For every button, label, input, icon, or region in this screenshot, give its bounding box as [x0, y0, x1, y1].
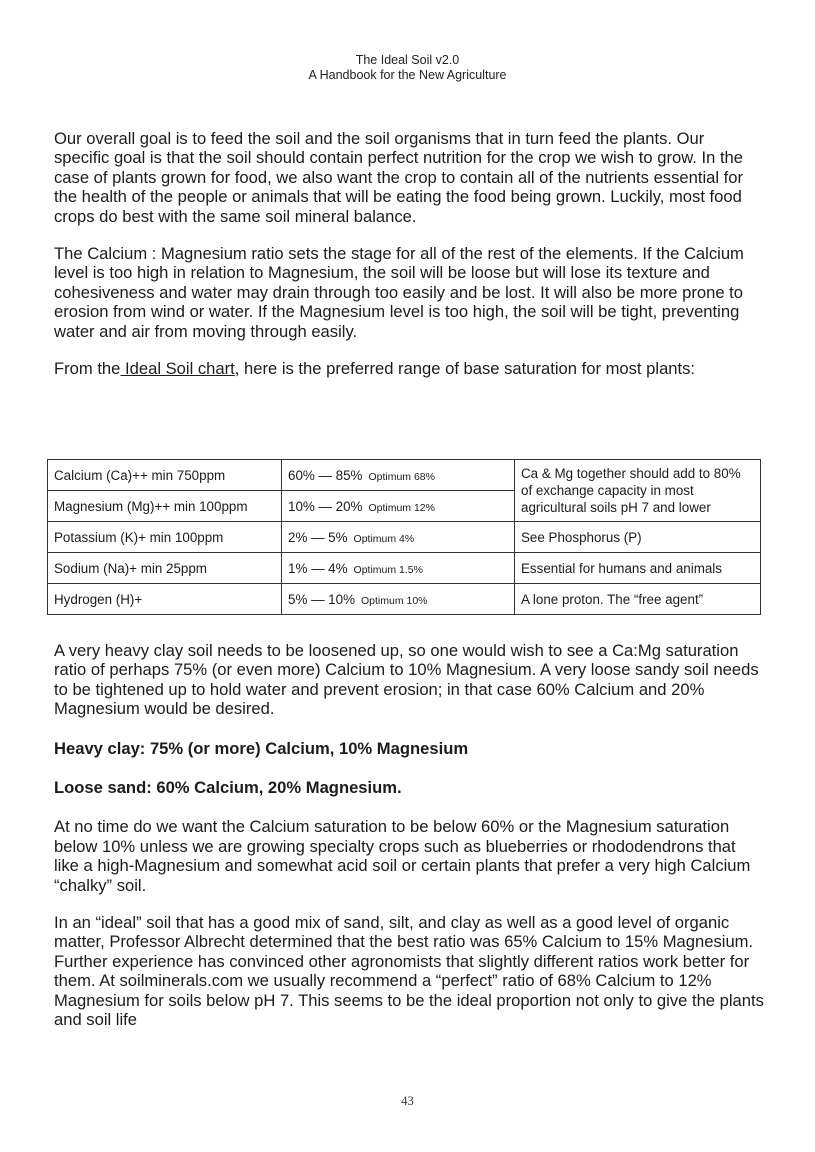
book-subtitle: A Handbook for the New Agriculture: [308, 68, 507, 82]
camg-note-cell: Ca & Mg together should add to 80% of exchange capacity in most agricultural soils pH 7 and lower: [515, 460, 761, 522]
note-cell: A lone proton. The “free agent”: [515, 584, 761, 615]
ideal-soil-chart-link[interactable]: Ideal Soil chart: [120, 359, 235, 379]
element-cell: Potassium (K)+ min 100ppm: [48, 522, 282, 553]
table-row: [48, 522, 761, 553]
paragraph-chart-intro: [54, 359, 764, 378]
range-value: 2% — 5%: [288, 529, 348, 545]
optimum-value: Optimum 68%: [368, 470, 435, 483]
range-cell: [282, 460, 515, 491]
book-title: The Ideal Soil v2.0: [355, 53, 460, 67]
table-row: [48, 584, 761, 615]
range-cell: [282, 491, 515, 522]
loose-sand-callout: Loose sand: 60% Calcium, 20% Magnesium.: [54, 778, 402, 798]
paragraph-clay-sand: A very heavy clay soil needs to be loosened up, so one would wish to see a Ca:Mg saturation ratio of perhaps 75% (or even more) Calcium to 10% Magnesium. A very loose sandy soil needs to be tightened up to hold water and prevent erosion; in that case 60% Calcium and 20% Magnesium would be desired.: [54, 641, 759, 719]
element-cell: Sodium (Na)+ min 25ppm: [48, 553, 282, 584]
element-cell: Hydrogen (H)+: [48, 584, 282, 615]
optimum-value: Optimum 4%: [353, 532, 415, 545]
paragraph-ideal-ratio: In an “ideal” soil that has a good mix of sand, silt, and clay as well as a good level of organic matter, Professor Albrecht determined that the best ratio was 65% Calcium to 15% Magnesium. Further experience has convinced other agronomists that slightly different ratios work better for them. At soilminerals.com we usually recommend a “perfect” ratio of 68% Calcium to 12% Magnesium for soils below pH 7. This seems to be the ideal proportion not only to give the plants and soil life: [54, 913, 764, 1030]
note-cell: Essential for humans and animals: [515, 553, 761, 584]
range-value: 60% — 85%: [288, 467, 363, 483]
range-value: 5% — 10%: [288, 591, 355, 607]
page-number: 43: [401, 1094, 414, 1108]
running-header: [0, 53, 815, 83]
chart-intro-after: , here is the preferred range of base saturation for most plants:: [234, 359, 696, 379]
range-value: 10% — 20%: [288, 498, 363, 514]
paragraph-ca-mg-ratio: The Calcium : Magnesium ratio sets the stage for all of the rest of the elements. If the Calcium level is too high in relation to Magnesium, the soil will be loose but will lose its texture and cohesiveness and water may drain through too easily and be lost. It will also be more prone to erosion from wind or water. If the Magnesium level is too high, the soil will be tight, preventing water and air from moving through easily.: [54, 244, 744, 341]
optimum-value: Optimum 10%: [361, 594, 428, 607]
range-cell: [282, 522, 515, 553]
note-cell: See Phosphorus (P): [515, 522, 761, 553]
element-cell: Magnesium (Mg)++ min 100ppm: [48, 491, 282, 522]
range-value: 1% — 4%: [288, 560, 348, 576]
range-cell: [282, 553, 515, 584]
body-text-bottom: [54, 641, 764, 1030]
table-row: [48, 460, 761, 491]
element-cell: Calcium (Ca)++ min 750ppm: [48, 460, 282, 491]
range-cell: [282, 584, 515, 615]
heavy-clay-callout: Heavy clay: 75% (or more) Calcium, 10% Magnesium: [54, 738, 469, 758]
table-row: [48, 553, 761, 584]
optimum-value: Optimum 12%: [368, 501, 435, 514]
chart-intro-before: From the: [54, 359, 121, 379]
paragraph-minimums: At no time do we want the Calcium saturation to be below 60% or the Magnesium saturation below 10% unless we are growing specialty crops such as blueberries or rhododendrons that like a high-Magnesium and somewhat acid soil or certain plants that prefer a very high Calcium “chalky” soil.: [54, 817, 751, 895]
body-text-top: [54, 129, 764, 378]
paragraph-goal: Our overall goal is to feed the soil and the soil organisms that in turn feed the plants. Our specific goal is that the soil should contain perfect nutrition for the crop we wish to grow. In the case of plants grown for food, we also want the crop to contain all of the nutrients essential for the health of the people or animals that will be eating the food being grown. Luckily, most food crops do best with the same soil mineral balance.: [54, 129, 744, 226]
base-saturation-table: [47, 459, 761, 615]
optimum-value: Optimum 1.5%: [353, 563, 423, 576]
